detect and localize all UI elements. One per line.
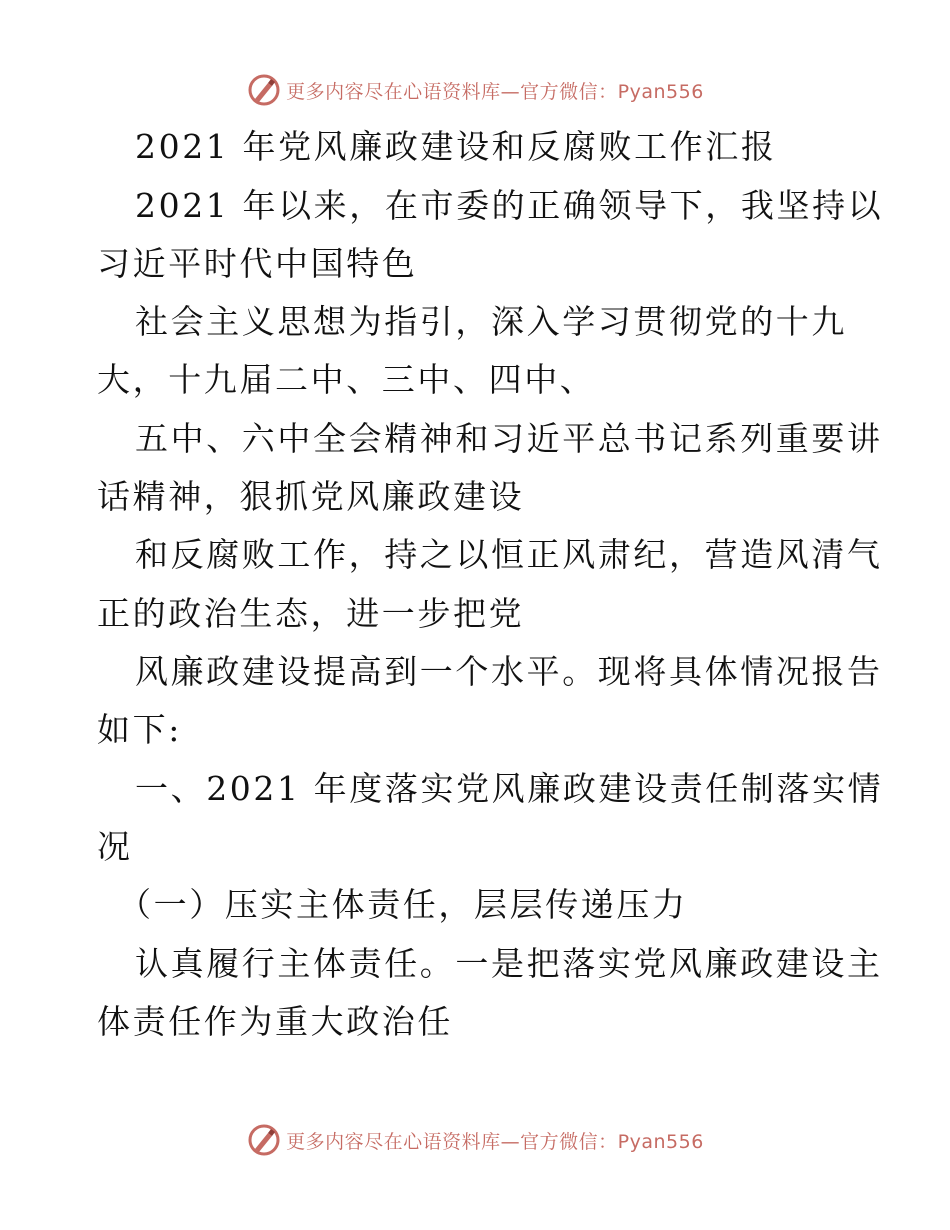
pen-logo-icon xyxy=(246,1122,282,1158)
paragraph-line: 风廉政建设提高到一个水平。现将具体情况报告 xyxy=(135,652,883,691)
document-title: 2021 年党风廉政建设和反腐败工作汇报 xyxy=(135,127,777,166)
paragraph-line: 体责任作为重大政治任 xyxy=(97,1002,453,1041)
watermark-text: 更多内容尽在心语资料库—官方微信：Pyan556 xyxy=(286,80,704,103)
paragraph-line: 和反腐败工作，持之以恒正风肃纪，营造风清气 xyxy=(135,535,883,574)
section-heading: 一、2021 年度落实党风廉政建设责任制落实情 xyxy=(135,769,884,808)
watermark-banner-top xyxy=(0,70,950,110)
paragraph-line: 认真履行主体责任。一是把落实党风廉政建设主 xyxy=(135,944,883,983)
paragraph-line: 正的政治生态，进一步把党 xyxy=(97,594,525,633)
subsection-heading: （一）压实主体责任，层层传递压力 xyxy=(118,885,688,924)
pen-logo-icon xyxy=(246,72,282,108)
watermark-text: 更多内容尽在心语资料库—官方微信：Pyan556 xyxy=(286,1130,704,1153)
section-heading: 况 xyxy=(97,827,133,866)
paragraph-line: 大，十九届二中、三中、四中、 xyxy=(97,360,596,399)
paragraph-line: 如下: xyxy=(97,710,182,749)
paragraph-line: 五中、六中全会精神和习近平总书记系列重要讲 xyxy=(135,419,883,458)
paragraph-line: 话精神，狠抓党风廉政建设 xyxy=(97,477,525,516)
paragraph-line: 习近平时代中国特色 xyxy=(97,244,418,283)
paragraph-line: 2021 年以来，在市委的正确领导下，我坚持以 xyxy=(135,186,884,225)
paragraph-line: 社会主义思想为指引，深入学习贯彻党的十九 xyxy=(135,302,847,341)
watermark-banner-bottom xyxy=(0,1120,950,1160)
